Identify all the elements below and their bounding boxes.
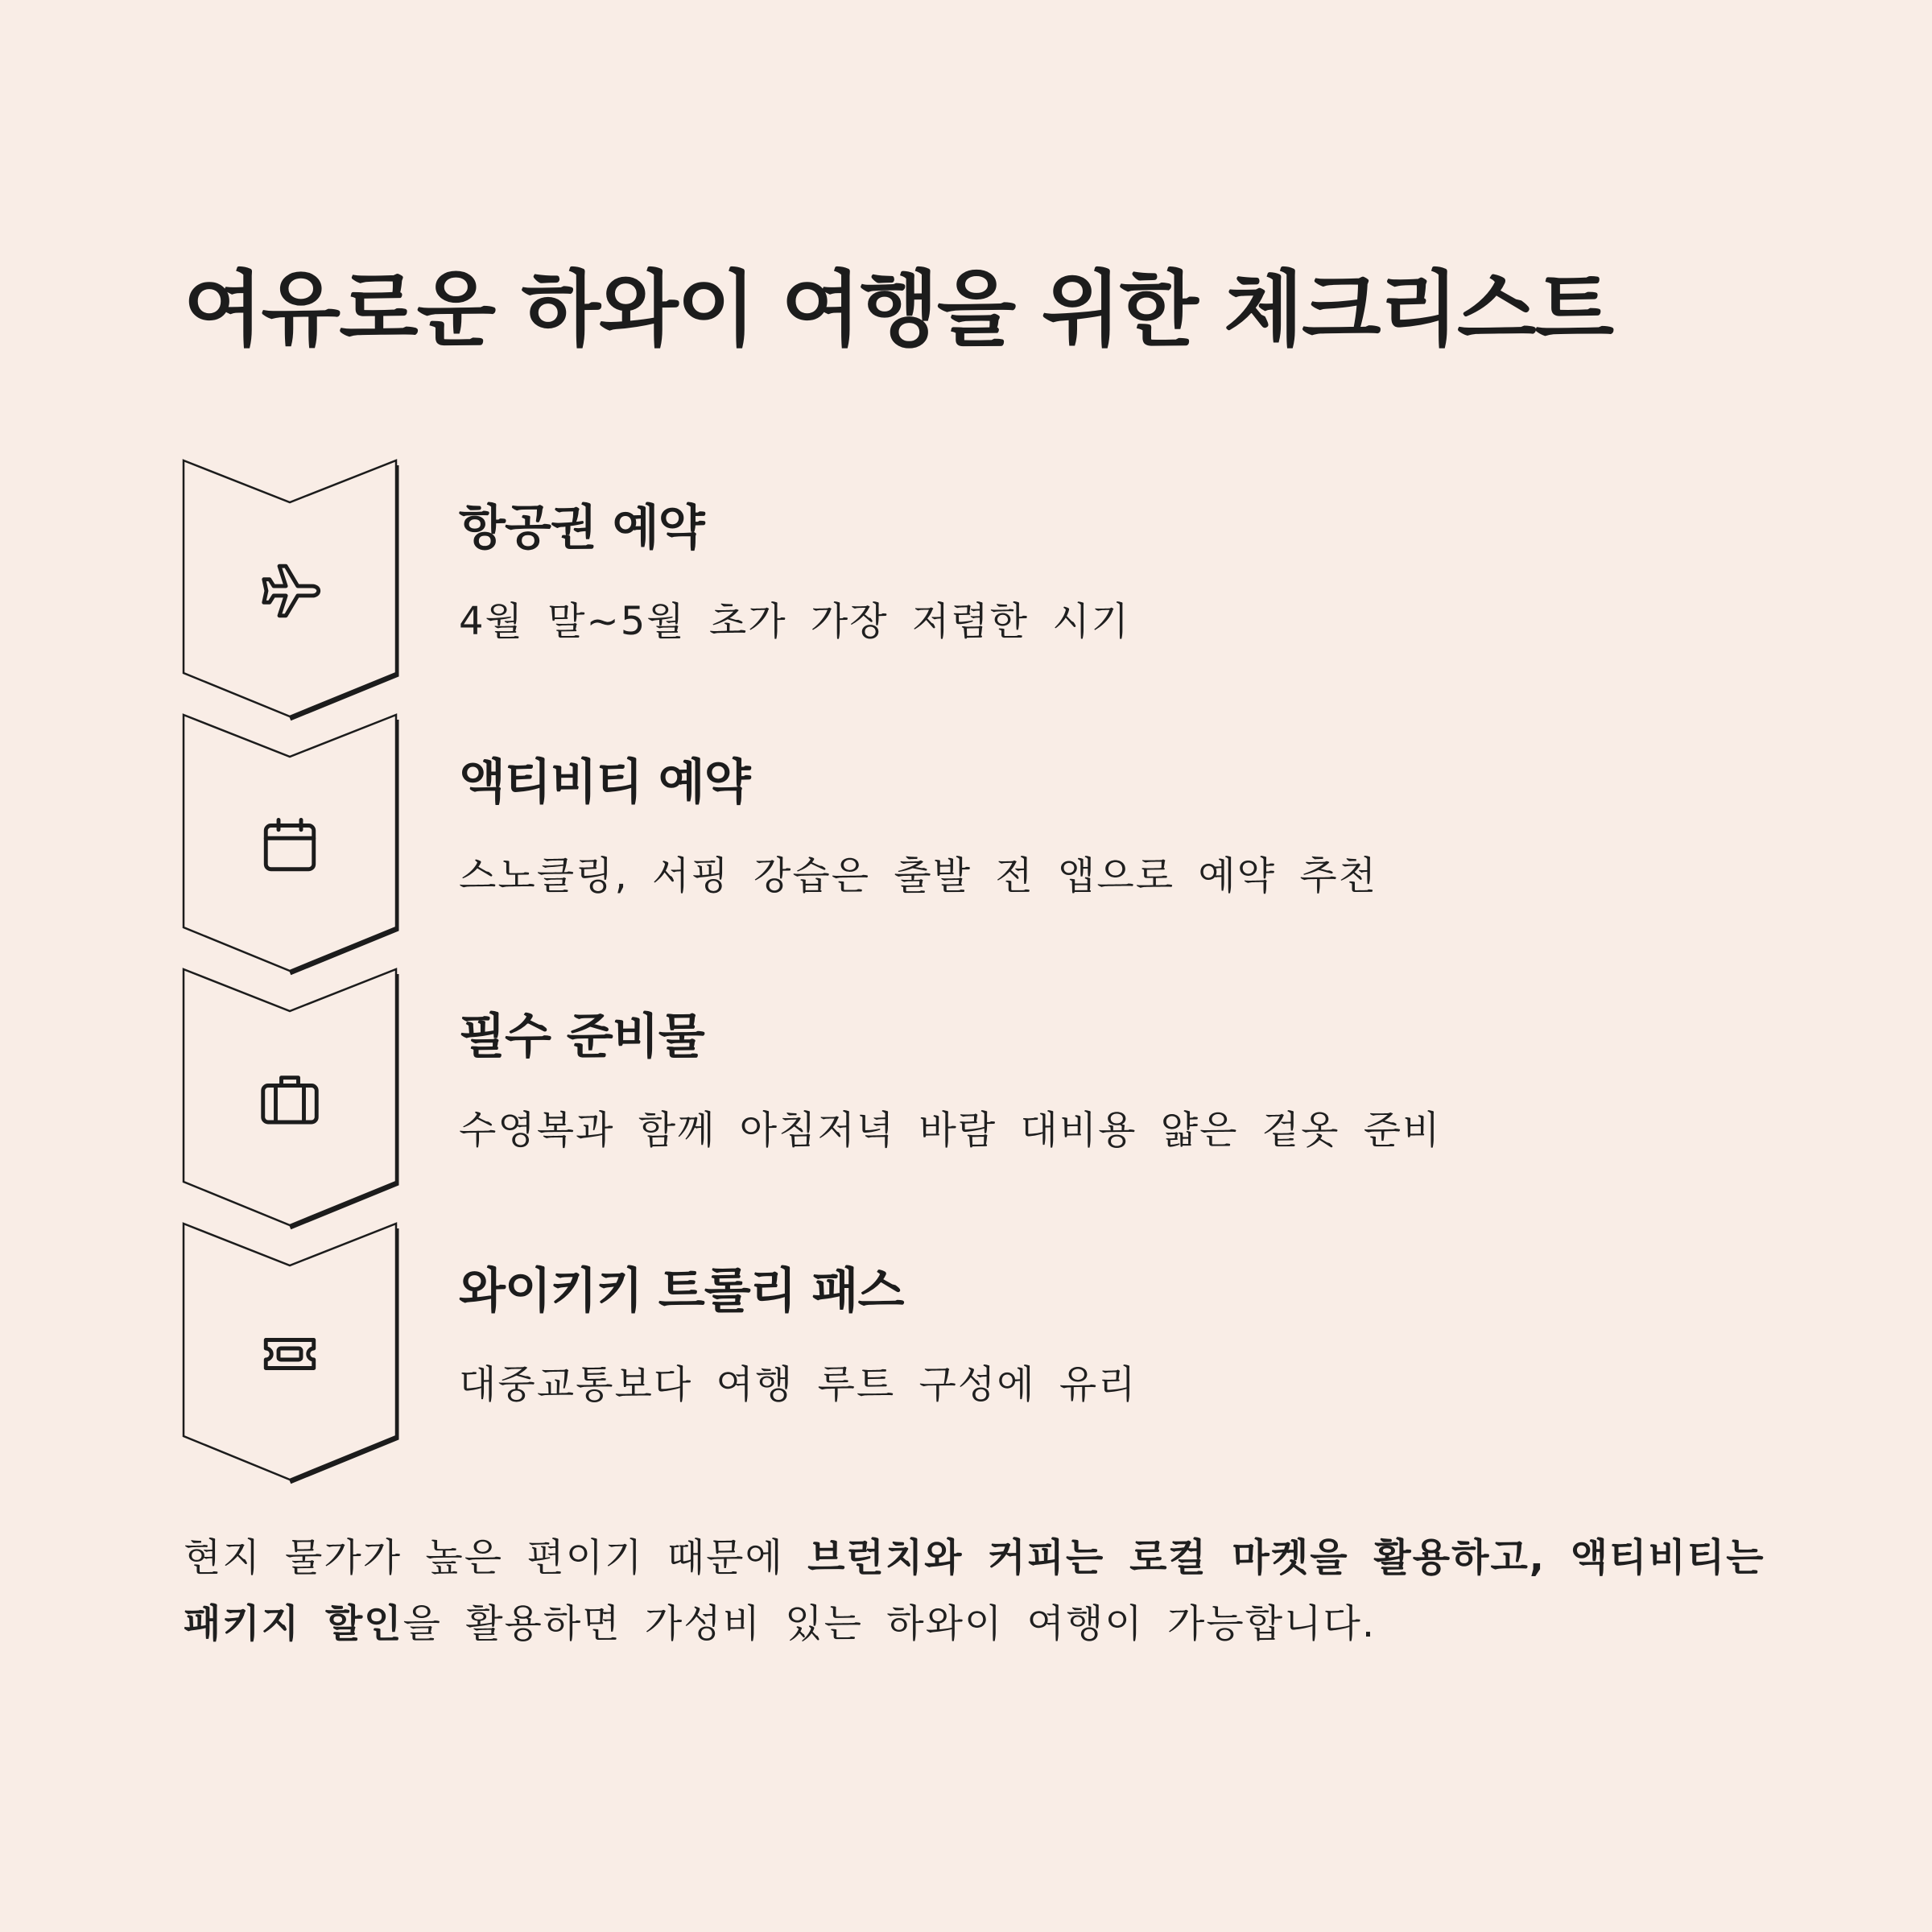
step-description: 4월 말~5월 초가 가장 저렴한 시기 xyxy=(459,599,1131,644)
summary-highlight: 브런치와 커피는 로컬 마켓을 활용하고, 액티비티는 패키지 할인 xyxy=(184,1535,1765,1646)
step-heading: 필수 준비물 xyxy=(459,1009,704,1065)
checklist-step-flight xyxy=(0,459,1932,724)
checklist-step-activity xyxy=(0,713,1932,979)
summary-text: 을 활용하면 가성비 있는 하와이 여행이 가능합니다. xyxy=(402,1601,1377,1646)
airplane-icon xyxy=(256,557,324,625)
step-heading: 와이키키 트롤리 패스 xyxy=(459,1263,904,1319)
summary-paragraph xyxy=(184,1525,1794,1657)
step-description: 대중교통보다 여행 루트 구성에 유리 xyxy=(459,1362,1137,1407)
suitcase-icon xyxy=(256,1066,324,1133)
calendar-icon xyxy=(256,811,324,879)
page-title: 여유로운 하와이 여행을 위한 체크리스트 xyxy=(184,262,1613,358)
step-heading: 항공권 예약 xyxy=(459,500,704,556)
step-description: 수영복과 함께 아침저녁 바람 대비용 얇은 겉옷 준비 xyxy=(459,1108,1442,1153)
ticket-icon xyxy=(256,1320,324,1388)
step-description: 스노클링, 서핑 강습은 출발 전 앱으로 예약 추천 xyxy=(459,853,1378,898)
checklist-step-packing xyxy=(0,968,1932,1233)
summary-text: 현지 물가가 높은 편이기 때문에 xyxy=(184,1535,808,1580)
step-heading: 액티비티 예약 xyxy=(459,754,750,811)
checklist-step-trolley xyxy=(0,1222,1932,1488)
